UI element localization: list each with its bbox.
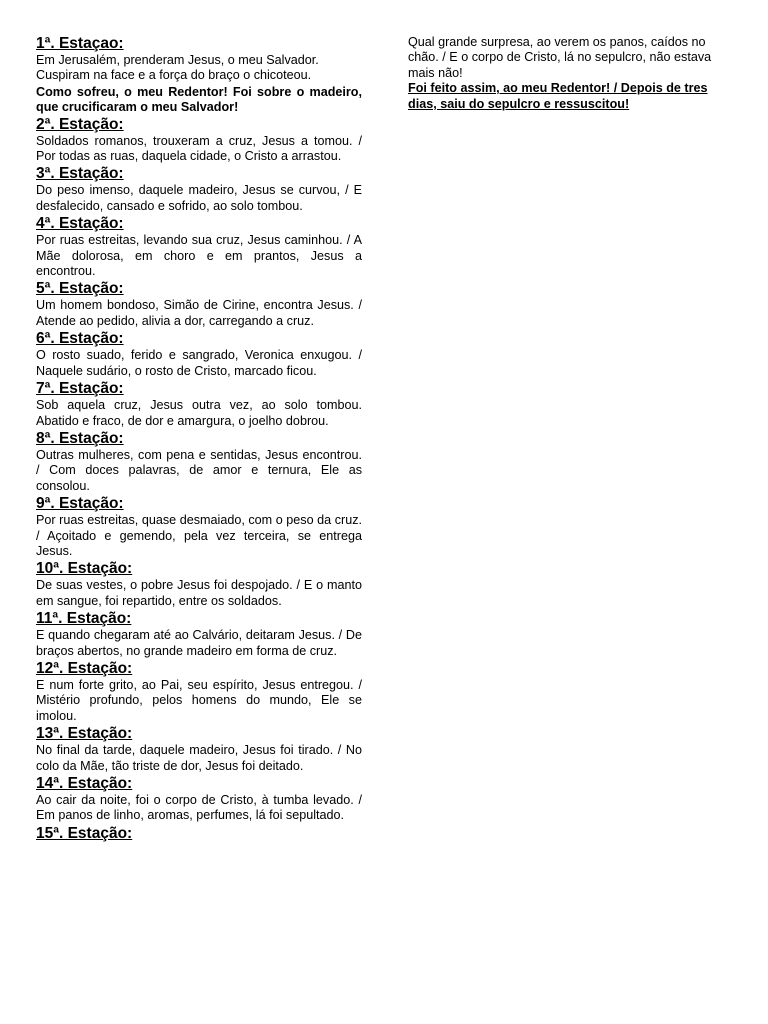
station-title: 13ª. Estação: [36, 725, 133, 743]
station-13 [36, 725, 362, 774]
station-15 [36, 825, 362, 843]
station-text: E quando chegaram até ao Calvário, deitaram Jesus. / De braços abertos, no grande madeiro em forma de cruz. [36, 628, 362, 658]
station-1 [36, 35, 362, 116]
station-14 [36, 775, 362, 824]
station-title: 6ª. Estação: [36, 330, 124, 348]
station-3 [36, 165, 362, 214]
station-text: E num forte grito, ao Pai, seu espírito, Jesus entregou. / Mistério profundo, pelos homens do mundo, Ele se imolou. [36, 677, 362, 723]
station-title: 8ª. Estação: [36, 429, 124, 447]
station-refrain: Como sofreu, o meu Redentor! Foi sobre o madeiro, que crucificaram o meu Salvador! [36, 84, 362, 115]
right-column [408, 35, 720, 112]
station-text: O rosto suado, ferido e sangrado, Veronica enxugou. / Naquele sudário, o rosto de Cristo, marcado ficou. [36, 348, 362, 378]
station-5 [36, 280, 362, 329]
station-text: Ao cair da noite, foi o corpo de Cristo, à tumba levado. / Em panos de linho, aromas, perfumes, lá foi sepultado. [36, 793, 362, 823]
station-title: 1ª. Estaçao: [36, 35, 124, 52]
station-text: Por ruas estreitas, levando sua cruz, Jesus caminhou. / A Mãe dolorosa, em choro e em prantos, Jesus a encontrou. [36, 233, 362, 279]
station-text: Outras mulheres, com pena e sentidas, Jesus encontrou. / Com doces palavras, de amor e ternura, Ele as consolou. [36, 447, 362, 493]
station-title: 10ª. Estação: [36, 560, 133, 578]
station-12 [36, 660, 362, 724]
station-text: Em Jerusalém, prenderam Jesus, o meu Salvador. Cuspiram na face e a força do braço o chicoteou. [36, 53, 319, 83]
station-11 [36, 610, 362, 659]
station-title: 5ª. Estação: [36, 280, 124, 298]
station-15-text: Qual grande surpresa, ao verem os panos, caídos no chão. / E o corpo de Cristo, lá no sepulcro, não estava mais não! [408, 35, 712, 80]
station-4 [36, 215, 362, 279]
station-title: 15ª. Estação: [36, 824, 133, 842]
station-text: De suas vestes, o pobre Jesus foi despojado. / E o manto em sangue, foi repartido, entre os soldados. [36, 578, 362, 608]
station-2 [36, 116, 362, 165]
station-7 [36, 380, 362, 429]
station-text: Um homem bondoso, Simão de Cirine, encontra Jesus. / Atende ao pedido, alivia a dor, carregando a cruz. [36, 298, 362, 328]
station-title: 4ª. Estação: [36, 215, 124, 233]
station-text: Do peso imenso, daquele madeiro, Jesus se curvou, / E desfalecido, cansado e sofrido, ao solo tombou. [36, 183, 362, 213]
station-title: 7ª. Estação: [36, 380, 124, 398]
station-text: Por ruas estreitas, quase desmaiado, com o peso da cruz. / Açoitado e gemendo, pela vez terceira, se entrega Jesus. [36, 513, 362, 558]
station-title: 2ª. Estação: [36, 115, 124, 133]
station-6 [36, 330, 362, 379]
station-text: No final da tarde, daquele madeiro, Jesus foi tirado. / No colo da Mãe, tão triste de dor, Jesus foi deitado. [36, 743, 362, 773]
station-title: 9ª. Estação: [36, 495, 124, 513]
station-text: Soldados romanos, trouxeram a cruz, Jesus a tomou. / Por todas as ruas, daquela cidade, o Cristo a arrastou. [36, 133, 362, 164]
station-8 [36, 430, 362, 494]
station-title: 3ª. Estação: [36, 165, 124, 183]
station-title: 14ª. Estação: [36, 775, 133, 792]
station-title: 12ª. Estação: [36, 659, 133, 677]
station-title: 11ª. Estação: [36, 610, 132, 628]
left-column [36, 35, 362, 843]
station-10 [36, 560, 362, 609]
station-text: Sob aquela cruz, Jesus outra vez, ao solo tombou. Abatido e fraco, de dor e amargura, o joelho dobrou. [36, 398, 362, 428]
station-15-refrain: Foi feito assim, ao meu Redentor! / Depois de tres dias, saiu do sepulcro e ressuscitou! [408, 81, 708, 111]
station-9 [36, 495, 362, 559]
